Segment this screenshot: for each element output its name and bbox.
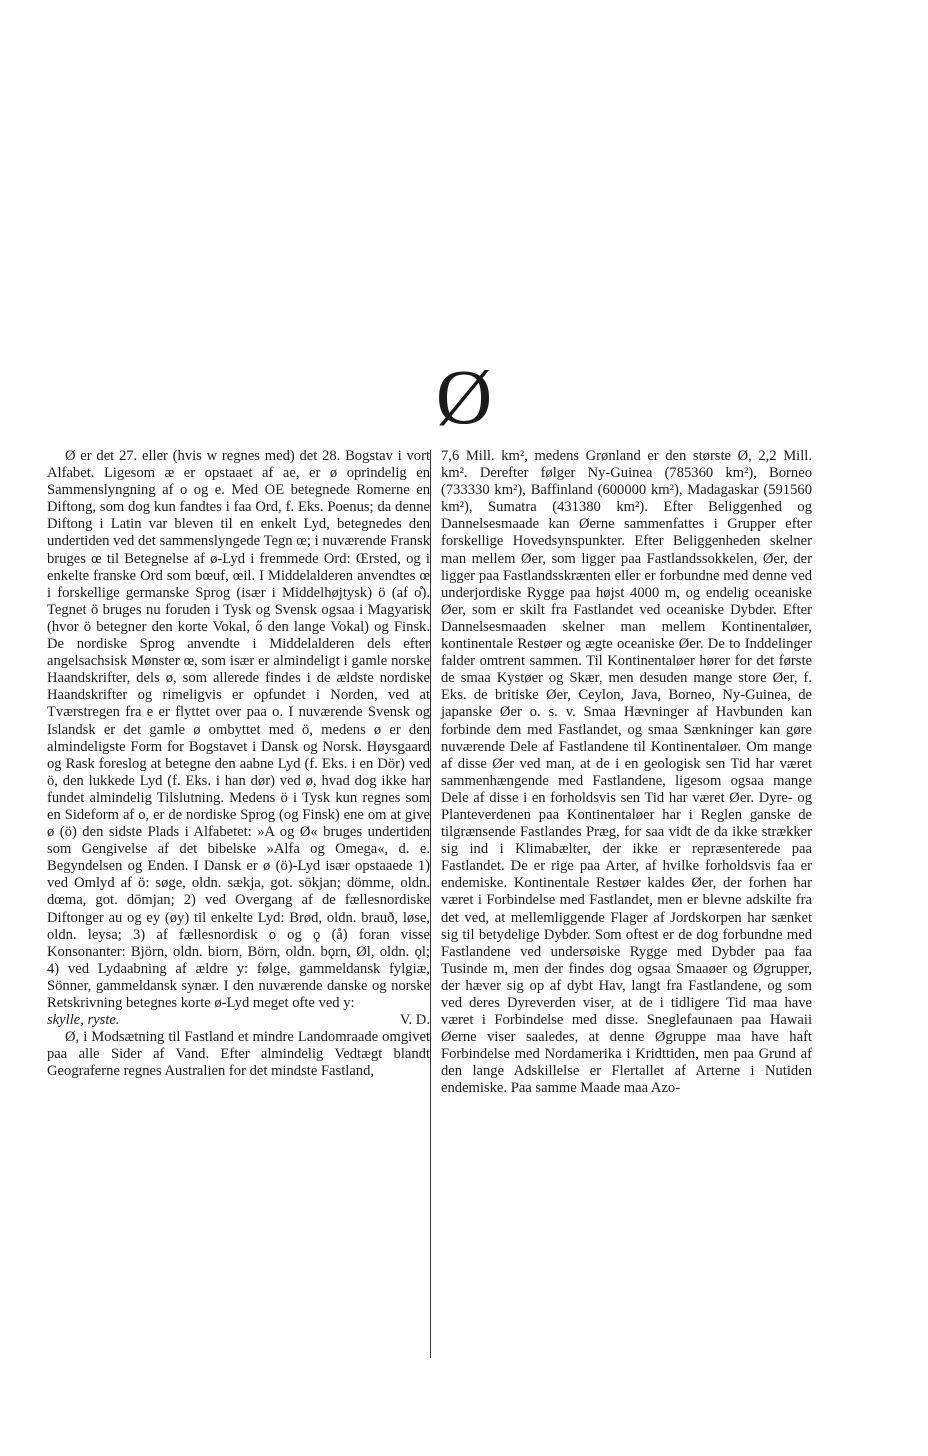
- column-divider: [430, 450, 431, 1358]
- article-o-island-continued: 7,6 Mill. km², medens Grønland er den største Ø, 2,2 Mill. km². Derefter følger Ny-Guinea (785360 km²), Borneo (733330 km²), Baffinland (600000 km²), Madagaskar (591560 km²), Sumatra (431380 km²). Efter Beliggenhed og Dannelsesmaade kan Øerne sammenfattes i Grupper efter forskellige Hovedsynspunkter. Efter Beliggenheden skelner man mellem Øer, som ligger paa Fastlandssokkelen, Øer, der ligger paa Fastlandsskrænten eller er forbundne med denne ved underjordiske Rygge paa højst 4000 m, og endelig oceaniske Øer, som er skilt fra Fastlandet ved oceaniske Dybder. Efter Dannelsesmaaden skelner man mellem Kontinentaløer, kontinentale Restøer og ægte oceaniske Øer. De to Inddelinger falder omtrent sammen. Til Kontinentaløer hører for det første de smaa Kystøer og Skær, men desuden mange store Øer, f. Eks. de britiske Øer, Ceylon, Java, Borneo, Ny-Guinea, de japanske Øer o. s. v. Smaa Hævninger af Havbunden kan forbinde dem med Fastlandet, og smaa Sænkninger kan gøre nuværende Dele af Fastlandene til Kontinentaløer. Om mange af disse Øer ved man, at de i en geologisk sen Tid har været sammenhængende med Fastlandene, ligesom ogsaa mange Dele af disse i en forholdsvis sen Tid har været Øer. Dyre- og Planteverdenen paa Kontinentaløer har i Reglen ganske de tilgrænsende Fastlandes Præg, for saa vidt de da ikke strækker sig ind i Klimabælter, der ikke er repræsenterede paa Fastlandet. De er rige paa Arter, af hvilke forholdsvis faa er endemiske. Kontinentale Restøer kaldes Øer, der forhen har været i Forbindelse med Fastlandet, men er blevne adskilte fra det ved, at mellemliggende Flager af Jordskorpen har sænket sig til betydelige Dybder. Som oftest er de dog forbundne med Fastlandene ved undersøiske Rygge med Dybder paa faa Tusinde m, men der findes dog ogsaa Smaaøer og Øgrupper, der hæver sig op af dybt Hav, langt fra Fastlandene, og som ved deres Dyreverden viser, at de i tidligere Tid maa have været i Forbindelse med disse. Sneglefaunaen paa Hawaii Øerne viser saaledes, at denne Øgruppe maa have haft Forbindelse med Nordamerika i Kridttiden, men paa Grund af den lange Adskillelse er Flertallet af Arterne i Nutiden endemiske. Paa samme Maade maa Azo-: [441, 448, 812, 1097]
- article-signature-line: [47, 1012, 430, 1029]
- right-column: [441, 448, 812, 1098]
- article-end-words: skylle, ryste.: [47, 1012, 120, 1029]
- article-o-letter: Ø er det 27. eller (hvis w regnes med) det 28. Bogstav i vort Alfabet. Ligesom æ er opstaaet af ae, er ø oprindelig en Sammenslyngning af o og e. Med OE betegnede Romerne en Diftong, som dog kun fandtes i faa Ord, f. Eks. Poenus; da denne Diftong i Latin var bleven til en enkelt Lyd, betegnedes den undertiden ved det sammenslyngede Tegn œ; i nuværende Fransk bruges œ til Betegnelse af ø-Lyd i fremmede Ord: Œrsted, og i enkelte franske Ord som bœuf, œil. I Middelalderen anvendtes œ i forskellige germanske Sprog (især i Middelhøjtysk) ö (af o̊). Tegnet ö bruges nu foruden i Tysk og Svensk ogsaa i Magyarisk (hvor ö betegner den korte Vokal, ő den lange Vokal) og Finsk. De nordiske Sprog anvendte i Middelalderen dels efter angelsachsisk Mønster œ, som især er almindeligt i gamle norske Haandskrifter, dels ø, som allerede findes i de ældste nordiske Haandskrifter og rimeligvis er opfundet i Norden, ved at Tværstregen fra e er flyttet over paa o. I nuværende Svensk og Islandsk er det gamle ø ombyttet med ö, medens ø er den almindeligste Form for Bogstavet i Dansk og Norsk. Høysgaard og Rask foreslog at betegne den aabne Lyd (f. Eks. i en Dör) ved ö, den lukkede Lyd (f. Eks. i han dør) ved ø, hvad dog ikke har fundet almindelig Tilslutning. Medens ö i Tysk kun regnes som en Sideform af o, er de nordiske Sprog (og Finsk) ene om at give ø (ö) den sidste Plads i Alfabetet: »A og Ø« bruges undertiden som Gengivelse af det bibelske »Alfa og Omega«, d. e. Begyndelsen og Enden. I Dansk er ø (ö)-Lyd især opstaaede 1) ved Omlyd af ö: søge, oldn. sækja, got. sōkjan; dömme, oldn. dœma, got. dōmjan; 2) ved Overgang af de fællesnordiske Diftonger au og ey (øy) til enkelte Lyd: Brød, oldn. brauð, løse, oldn. leysa; 3) af fællesnordisk o og ǫ (å) foran visse Konsonanter: Björn, oldn. biorn, Börn, oldn. bǫrn, Øl, oldn. ǫl; 4) ved Lydaabning af ældre y: følge, gammeldansk fylgiæ, Sönner, gammeldansk synær. I den nuværende danske og norske Retskrivning betegnes korte ø-Lyd meget ofte ved y:: [47, 448, 430, 1011]
- article-o-island: Ø, i Modsætning til Fastland et mindre Landomraade omgivet paa alle Sider af Vand. Efter almindelig Vedtægt blandt Geograferne regnes Australien for det mindste Fastland,: [47, 1029, 430, 1080]
- section-heading: Ø: [435, 353, 493, 440]
- author-signature: V. D.: [399, 1012, 430, 1029]
- left-column: [47, 448, 430, 1080]
